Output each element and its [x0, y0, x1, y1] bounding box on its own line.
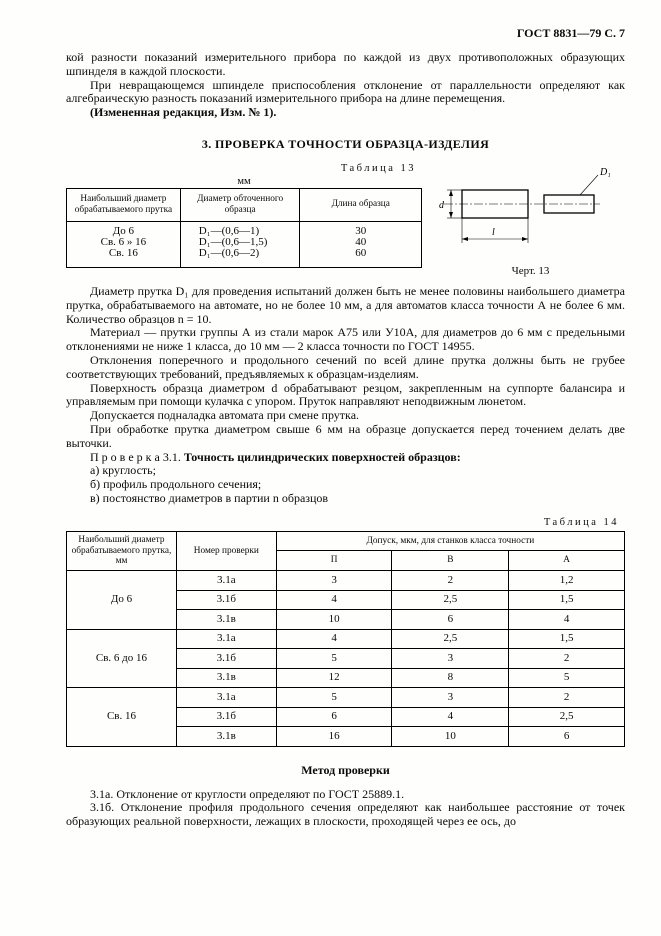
table-cell: D₁—(0,6—1,5)	[198, 235, 268, 248]
paragraph: Допускается подналадка автомата при смене прутка.	[90, 408, 360, 423]
table-cell: 1,2	[509, 571, 625, 591]
doc-reference: ГОСТ 8831—79 С. 7	[516, 26, 625, 40]
check-paragraph	[66, 451, 625, 465]
specimen-drawing	[438, 164, 624, 256]
figure-13	[422, 162, 625, 277]
table-cell: 2,5	[392, 629, 509, 649]
list-item: в) постоянство диаметров в партии n образцов	[90, 490, 329, 505]
table-row	[67, 688, 625, 708]
table13-col1-values	[67, 221, 181, 268]
table-cell: До 6	[112, 224, 135, 237]
paragraph: При обработке прутка диаметром свыше 6 мм на образце допускается перед точением делать две выточки.	[66, 421, 625, 450]
check-title: Точность цилиндрических поверхностей образцов:	[183, 449, 461, 464]
section-title: 3. ПРОВЕРКА ТОЧНОСТИ ОБРАЗЦА-ИЗДЕЛИЯ	[201, 136, 490, 151]
dim-label-D1: D₁	[599, 166, 611, 178]
table-cell: 3.1а	[176, 688, 276, 708]
table-row	[67, 629, 625, 649]
table-cell: 3.1в	[176, 727, 276, 747]
table-cell: Св. 16	[108, 247, 138, 260]
table-cell: 2	[509, 649, 625, 669]
method-title: Метод проверки	[301, 762, 390, 777]
table-cell: 6	[392, 610, 509, 630]
table-cell: 3.1в	[176, 610, 276, 630]
group-label: До 6	[67, 571, 177, 630]
table13-caption: Таблица 13	[340, 162, 416, 174]
table-cell: D₁—(0,6—1)	[198, 224, 260, 237]
table-cell: 1,5	[509, 629, 625, 649]
body-paragraphs	[66, 285, 625, 506]
table-cell: 40	[355, 235, 367, 248]
table14-caption: Таблица 14	[543, 516, 619, 528]
figure-caption: Черт. 13	[511, 264, 550, 277]
table-cell: 12	[276, 668, 392, 688]
paragraph: Диаметр прутка D₁ для проведения испытаний должен быть не менее половины наибольшего диаметра прутка, обрабатываемого на автомате, но не более 10 мм, а для автоматов класса точности А не более 6 мм. Количество образцов n = 10.	[66, 283, 625, 326]
paragraph: 3.1б. Отклонение профиля продольного сечения определяют как наибольшее расстояние от точек образующих реальной поверхности, лежащих в плоскости, проходящей через ее ось, до	[66, 800, 625, 829]
table-cell: 2,5	[392, 590, 509, 610]
table13-header-col3: Длина образца	[300, 188, 422, 221]
table-row	[67, 571, 625, 591]
paragraph-continuation: кой разности показаний измерительного прибора по каждой из двух противоположных образующих шпинделя в каждой плоскости.	[66, 50, 625, 78]
paragraph: Поверхность образца диаметром d обрабатывают резцом, закрепленным на суппорте балансира и управляемым при помощи кулачка с упором. Пруток направляют неподвижным люнетом.	[66, 380, 625, 409]
table-cell: 3	[392, 649, 509, 669]
table-cell: 30	[355, 224, 367, 237]
table-cell: 6	[276, 707, 392, 727]
table-cell: 4	[509, 610, 625, 630]
table13-container	[66, 162, 422, 277]
table-cell: 16	[276, 727, 392, 747]
list-item: б) профиль продольного сечения;	[90, 477, 262, 492]
table13-header-row	[67, 188, 422, 221]
table14-header-row-1	[67, 531, 625, 551]
dim-label-d: d	[438, 199, 444, 211]
table-cell: 2	[392, 571, 509, 591]
table-cell: 4	[392, 707, 509, 727]
list-item: а) круглость;	[90, 463, 156, 478]
table-cell: 10	[392, 727, 509, 747]
dim-label-l: l	[491, 226, 495, 238]
table-cell: 4	[276, 629, 392, 649]
table-cell: 5	[509, 668, 625, 688]
table13-col2-values	[180, 221, 300, 268]
table-cell: D₁—(0,6—2)	[198, 247, 260, 260]
class-header-A: А	[509, 551, 625, 571]
class-header-V: В	[392, 551, 509, 571]
table13-block	[66, 162, 625, 277]
group-label: Св. 6 до 16	[67, 629, 177, 688]
table-cell: 8	[392, 668, 509, 688]
table-cell: 10	[276, 610, 392, 630]
table-cell: 6	[509, 727, 625, 747]
table-cell: 3.1б	[176, 590, 276, 610]
paragraph: Отклонения поперечного и продольного сечений по всей длине прутка должны быть не грубее соответствующих требований, предъявляемых к образцам-изделиям.	[66, 352, 625, 381]
table-cell: 3.1б	[176, 649, 276, 669]
group-label: Св. 16	[67, 688, 177, 747]
table-cell: 3.1а	[176, 629, 276, 649]
table-cell: 2	[509, 688, 625, 708]
amendment-note: (Измененная редакция, Изм. № 1).	[90, 105, 277, 120]
check-label: П р о в е р к а 3.1.	[90, 449, 181, 464]
table-cell: 3	[392, 688, 509, 708]
table-13	[66, 188, 422, 268]
table13-header-col2: Диаметр обточенного образца	[180, 188, 300, 221]
table14-header-col2: Номер проверки	[176, 531, 276, 570]
table14-span-header: Допуск, мкм, для станков класса точности	[276, 531, 624, 551]
paragraph: Материал — прутки группы А из стали марок А75 или У10А, для диаметров до 6 мм с предельными отклонениями не ниже 1 класса, до 10 мм — 2 класса точности по ГОСТ 14955.	[66, 325, 625, 354]
table-14	[66, 531, 625, 747]
table13-body-row	[67, 221, 422, 268]
table-cell: 3.1в	[176, 668, 276, 688]
paragraph: 3.1а. Отклонение от круглости определяют по ГОСТ 25889.1.	[90, 786, 405, 801]
paragraph: При невращающемся шпинделе приспособления отклонение от параллельности определяют как алгебраическую разность показаний измерительного прибора на длине перемещения.	[66, 77, 625, 106]
table13-col3-values	[300, 221, 422, 268]
table-cell: 1,5	[509, 590, 625, 610]
table13-unit: мм	[237, 175, 251, 187]
table-cell: 3.1а	[176, 571, 276, 591]
table13-header-col1: Наибольший диаметр обрабатываемого прутка	[67, 188, 181, 221]
table-cell: 3.1б	[176, 707, 276, 727]
table14-header-col1: Наибольший диаметр обрабатываемого прутка, мм	[67, 531, 177, 570]
table-cell: 5	[276, 649, 392, 669]
table-cell: 3	[276, 571, 392, 591]
table-cell: 60	[355, 247, 367, 260]
table-cell: Св. 6 » 16	[100, 235, 147, 248]
table-cell: 2,5	[509, 707, 625, 727]
table-cell: 5	[276, 688, 392, 708]
table-cell: 4	[276, 590, 392, 610]
class-header-P: П	[276, 551, 392, 571]
